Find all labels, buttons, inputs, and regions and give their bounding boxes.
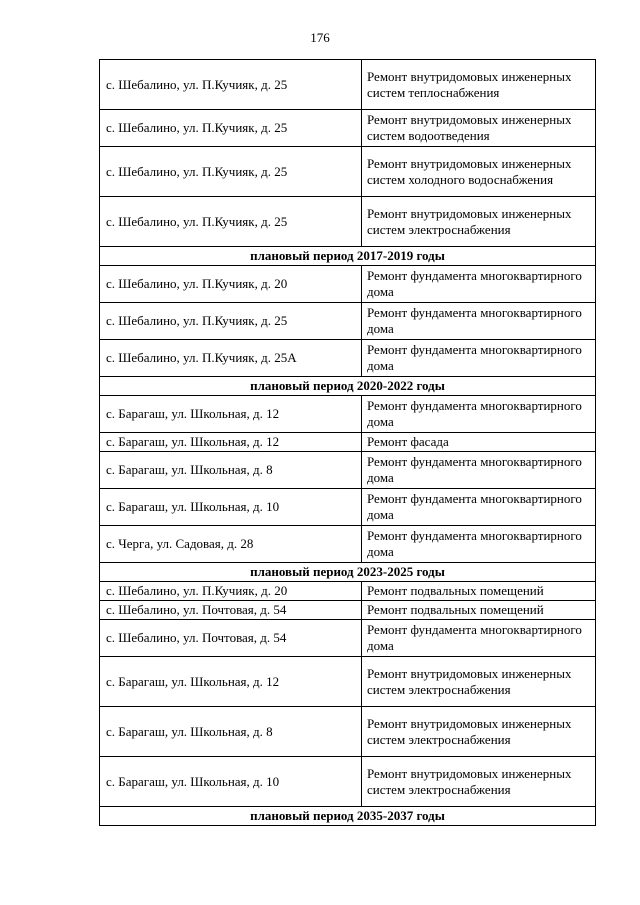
- work-type-cell: Ремонт внутридомовых инженерных систем электроснабжения: [362, 707, 596, 757]
- repair-plan-table: [99, 59, 596, 826]
- table-row: [100, 489, 596, 526]
- table-row: [100, 110, 596, 147]
- period-header-row: [100, 377, 596, 396]
- address-cell: с. Барагаш, ул. Школьная, д. 10: [100, 489, 362, 526]
- address-cell: с. Шебалино, ул. П.Кучияк, д. 25: [100, 60, 362, 110]
- work-type-cell: Ремонт внутридомовых инженерных систем электроснабжения: [362, 197, 596, 247]
- table-row: [100, 582, 596, 601]
- table-row: [100, 266, 596, 303]
- address-cell: с. Шебалино, ул. П.Кучияк, д. 20: [100, 582, 362, 601]
- work-type-cell: Ремонт фундамента многоквартирного дома: [362, 266, 596, 303]
- work-type-cell: Ремонт внутридомовых инженерных систем водоотведения: [362, 110, 596, 147]
- table-row: [100, 657, 596, 707]
- address-cell: с. Черга, ул. Садовая, д. 28: [100, 526, 362, 563]
- table-row: [100, 340, 596, 377]
- table-row: [100, 757, 596, 807]
- table-row: [100, 303, 596, 340]
- table-row: [100, 396, 596, 433]
- work-type-cell: Ремонт внутридомовых инженерных систем электроснабжения: [362, 757, 596, 807]
- table-row: [100, 147, 596, 197]
- work-type-cell: Ремонт подвальных помещений: [362, 582, 596, 601]
- work-type-cell: Ремонт внутридомовых инженерных систем электроснабжения: [362, 657, 596, 707]
- table-row: [100, 620, 596, 657]
- table-row: [100, 526, 596, 563]
- table-row: [100, 452, 596, 489]
- address-cell: с. Шебалино, ул. П.Кучияк, д. 25: [100, 147, 362, 197]
- table-row: [100, 601, 596, 620]
- table-row: [100, 707, 596, 757]
- address-cell: с. Шебалино, ул. П.Кучияк, д. 25: [100, 197, 362, 247]
- period-header: плановый период 2017-2019 годы: [100, 247, 596, 266]
- period-header-row: [100, 247, 596, 266]
- work-type-cell: Ремонт фундамента многоквартирного дома: [362, 452, 596, 489]
- address-cell: с. Шебалино, ул. П.Кучияк, д. 20: [100, 266, 362, 303]
- work-type-cell: Ремонт фундамента многоквартирного дома: [362, 303, 596, 340]
- work-type-cell: Ремонт фундамента многоквартирного дома: [362, 489, 596, 526]
- address-cell: с. Барагаш, ул. Школьная, д. 12: [100, 657, 362, 707]
- address-cell: с. Шебалино, ул. Почтовая, д. 54: [100, 601, 362, 620]
- period-header-row: [100, 807, 596, 826]
- address-cell: с. Барагаш, ул. Школьная, д. 8: [100, 707, 362, 757]
- period-header-row: [100, 563, 596, 582]
- work-type-cell: Ремонт фундамента многоквартирного дома: [362, 340, 596, 377]
- work-type-cell: Ремонт подвальных помещений: [362, 601, 596, 620]
- work-type-cell: Ремонт внутридомовых инженерных систем теплоснабжения: [362, 60, 596, 110]
- period-header: плановый период 2020-2022 годы: [100, 377, 596, 396]
- table-body: [100, 60, 596, 826]
- address-cell: с. Шебалино, ул. П.Кучияк, д. 25: [100, 110, 362, 147]
- address-cell: с. Шебалино, ул. П.Кучияк, д. 25А: [100, 340, 362, 377]
- table-row: [100, 60, 596, 110]
- address-cell: с. Шебалино, ул. Почтовая, д. 54: [100, 620, 362, 657]
- address-cell: с. Барагаш, ул. Школьная, д. 8: [100, 452, 362, 489]
- page-number: 176: [310, 30, 330, 45]
- address-cell: с. Барагаш, ул. Школьная, д. 12: [100, 433, 362, 452]
- period-header: плановый период 2023-2025 годы: [100, 563, 596, 582]
- period-header: плановый период 2035-2037 годы: [100, 807, 596, 826]
- table-row: [100, 433, 596, 452]
- work-type-cell: Ремонт внутридомовых инженерных систем холодного водоснабжения: [362, 147, 596, 197]
- work-type-cell: Ремонт фундамента многоквартирного дома: [362, 396, 596, 433]
- table-row: [100, 197, 596, 247]
- work-type-cell: Ремонт фасада: [362, 433, 596, 452]
- address-cell: с. Барагаш, ул. Школьная, д. 10: [100, 757, 362, 807]
- address-cell: с. Барагаш, ул. Школьная, д. 12: [100, 396, 362, 433]
- work-type-cell: Ремонт фундамента многоквартирного дома: [362, 526, 596, 563]
- address-cell: с. Шебалино, ул. П.Кучияк, д. 25: [100, 303, 362, 340]
- work-type-cell: Ремонт фундамента многоквартирного дома: [362, 620, 596, 657]
